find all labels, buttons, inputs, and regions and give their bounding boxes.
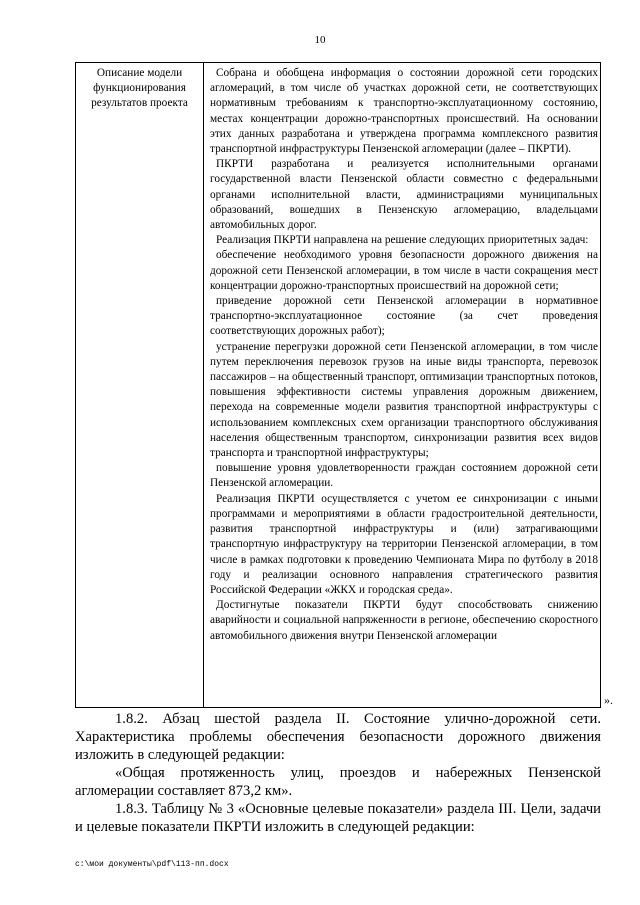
table-paragraph: Реализация ПКРТИ направлена на решение следующих приоритетных задач: [216, 234, 589, 247]
table-label-cell: Описание модели функционирования результатов проекта [76, 63, 204, 707]
table-paragraph: приведение дорожной сети Пензенской агломерации в нормативное транспортно-эксплуатационное состояние (за счет проведения соответствующих дорожных работ); [210, 295, 598, 338]
table-paragraph: ПКРТИ разработана и реализуется исполнительными органами государственной власти Пензенской области совместно с федеральными органами исполнительной власти, администрациями муниципальных образований, вошедших в Пензенскую агломерацию, владельцами автомобильных дорог. [210, 158, 598, 232]
content-table [75, 62, 601, 708]
table-paragraph: Достигнутые показатели ПКРТИ будут способствовать снижению аварийности и социальной напряженности в регионе, обеспечению скоростного автомобильного движения внутри Пензенской агломерации [210, 599, 598, 642]
body-paragraph: 1.8.3. Таблицу № 3 «Основные целевые показатели» раздела III. Цели, задачи и целевые показатели ПКРТИ изложить в следующей редакции: [75, 801, 601, 835]
table-paragraph: повышение уровня удовлетворенности граждан состоянием дорожной сети Пензенской агломерации. [210, 462, 598, 490]
body-paragraph: 1.8.2. Абзац шестой раздела II. Состояние улично-дорожной сети. Характеристика проблемы обеспечения безопасности дорожного движения изложить в следующей редакции: [75, 711, 601, 763]
table-paragraph: Собрана и обобщена информация о состоянии дорожной сети городских агломераций, в том числе об участках дорожной сети, не соответствующих нормативным требованиям к транспортно-эксплуатационному состоянию, местах концентрации дорожно-транспортных происшествий. На основании этих данных разработана и утверждена программа комплексного развития транспортной инфраструктуры Пензенской агломерации (далее – ПКРТИ). [210, 67, 598, 156]
page-number: 10 [314, 34, 326, 46]
document-body [75, 710, 601, 836]
table-paragraph: устранение перегрузки дорожной сети Пензенской агломерации, в том числе путем переключения перевозок грузов на иные виды транспорта, перевозок пассажиров – на общественный транспорт, оптимизации транспортных потоков, повышения эффективности системы управления дорожным движением, перехода на современные модели развития транспортной инфраструктуры с использованием комплексных схем организации транспортного обслуживания населения общественным транспортом, синхронизации развития всех видов транспорта и транспортной инфраструктуры; [210, 340, 598, 460]
table-paragraph: обеспечение необходимого уровня безопасности дорожного движения на дорожной сети Пензенской агломерации, в том числе в части сокращения мест концентрации дорожно-транспортных происшествий на дорожной сети; [210, 249, 598, 292]
body-paragraph: «Общая протяженность улиц, проездов и набережных Пензенской агломерации составляет 873,2 км». [75, 765, 601, 799]
table-paragraph: Реализация ПКРТИ осуществляется с учетом ее синхронизации с иными программами и мероприятиями в области градостроительной деятельности, развития транспортной инфраструктуры и (или) затрагивающими транспортную инфраструктуру на территории Пензенской агломерации, в том числе в рамках подготовки к проведению Чемпионата Мира по футболу в 2018 году и реализации основного направления стратегического развития Российской Федерации «ЖКХ и городская среда». [210, 492, 598, 596]
closing-quote-mark: ». [604, 693, 613, 707]
table-content-cell [210, 66, 598, 644]
footer-file-path: c:\мои документы\pdf\113-пп.docx [75, 860, 229, 869]
